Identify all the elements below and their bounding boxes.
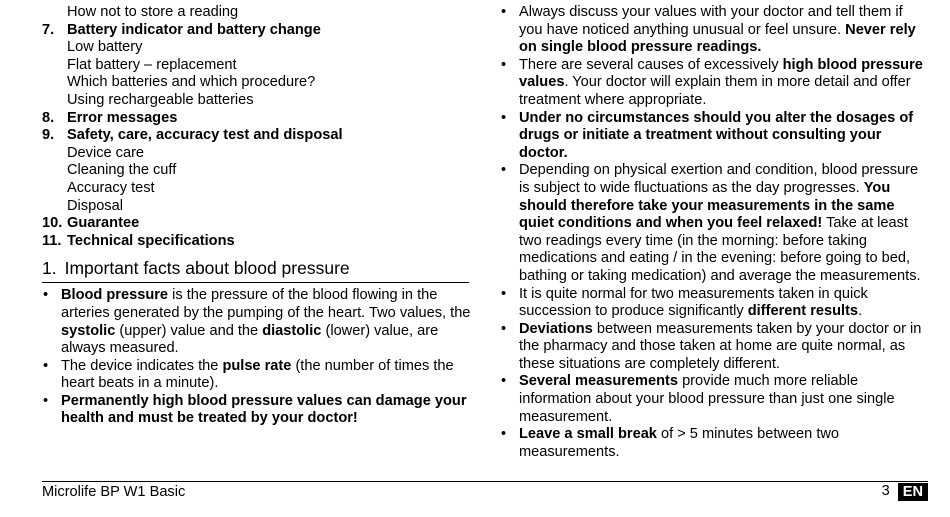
toc-subitem: Device care xyxy=(67,144,145,161)
toc-subitem: How not to store a reading xyxy=(67,4,239,20)
bold-text: pulse rate xyxy=(222,357,292,374)
section1-bullet-list xyxy=(42,287,472,428)
toc-section xyxy=(42,215,472,233)
footer-divider xyxy=(42,481,928,482)
body-text: (the number of times the heart beats in a minute). xyxy=(61,357,454,392)
bold-text: You should therefore take your measurements in the same quiet conditions and when you feel relaxed! xyxy=(519,179,895,232)
body-text: There are several causes of excessively xyxy=(519,56,783,73)
section-title: Important facts about blood pressure xyxy=(64,258,350,279)
bullet-icon: • xyxy=(501,426,507,443)
bullet-item xyxy=(500,426,930,461)
toc-section-number: 8. xyxy=(42,109,55,126)
toc-section-number: 9. xyxy=(42,127,55,144)
toc-section-title: Guarantee xyxy=(67,215,140,232)
bullet-icon: • xyxy=(501,285,507,302)
bullet-icon: • xyxy=(501,320,507,337)
body-text: Depending on physical exertion and condition, blood pressure is subject to wide fluctuations as the day progresses. xyxy=(519,162,919,196)
footer-page-info xyxy=(882,483,928,501)
body-text: (upper) value and the xyxy=(115,322,263,339)
toc-section-title: Safety, care, accuracy test and disposal xyxy=(67,127,343,144)
bullet-item xyxy=(500,4,930,57)
toc-section-title: Error messages xyxy=(67,109,178,126)
bullet-item xyxy=(500,286,930,321)
toc-section xyxy=(42,127,472,145)
toc-subitem: Using rechargeable batteries xyxy=(67,91,254,108)
bold-text: Blood pressure xyxy=(61,287,169,304)
right-column xyxy=(500,4,930,461)
bullet-item xyxy=(500,57,930,110)
right-bullet-list xyxy=(500,4,930,461)
body-text: Always discuss your values with your doctor and tell them if you have noticed anything unusual or feel unsure. xyxy=(519,4,903,38)
body-text: (lower) value, are always measured. xyxy=(61,322,439,357)
bullet-item xyxy=(42,287,472,357)
bold-text: Deviations xyxy=(519,320,593,337)
toc-section xyxy=(42,110,472,128)
toc-section-number: 11. xyxy=(42,232,62,249)
toc-subitem: Cleaning the cuff xyxy=(67,162,177,179)
bold-text: Several measurements xyxy=(519,373,679,390)
body-text: It is quite normal for two measurements taken in quick succession to produce significantly xyxy=(519,285,868,320)
body-text: provide much more reliable information about your blood pressure than just one single measurement. xyxy=(519,373,895,425)
body-text: is the pressure of the blood flowing in the arteries generated by the pumping of the heart. Two values, the xyxy=(61,287,471,321)
bullet-icon: • xyxy=(501,373,507,390)
toc-subitem: Low battery xyxy=(67,39,143,56)
toc-section-number: 10. xyxy=(42,215,63,232)
bullet-item xyxy=(42,393,472,428)
body-text: . Your doctor will explain them in more detail and offer treatment where appropriate. xyxy=(519,74,911,108)
toc-section-number: 7. xyxy=(42,21,55,38)
bold-text: Permanently high blood pressure values can damage your health and must be treated by your doctor! xyxy=(61,392,467,427)
bullet-item xyxy=(500,321,930,374)
footer-product-name: Microlife BP W1 Basic xyxy=(42,484,186,500)
toc-section xyxy=(42,233,472,251)
bullet-item xyxy=(500,162,930,285)
body-text: of > 5 minutes between two measurements. xyxy=(519,426,840,460)
left-column xyxy=(42,4,472,428)
toc-subitem: Accuracy test xyxy=(67,179,155,196)
toc-section xyxy=(42,22,472,40)
bold-text: different results xyxy=(747,303,859,320)
toc-section-title: Battery indicator and battery change xyxy=(67,21,321,38)
bullet-icon: • xyxy=(43,392,49,409)
toc-section-title: Technical specifications xyxy=(67,232,235,249)
bullet-item xyxy=(500,110,930,163)
bullet-icon: • xyxy=(501,4,507,20)
bullet-icon: • xyxy=(501,162,507,179)
bold-text: systolic xyxy=(61,322,116,339)
section-heading xyxy=(42,258,469,283)
bold-text: diastolic xyxy=(262,322,322,339)
body-text: . xyxy=(858,303,863,320)
table-of-contents xyxy=(42,22,472,251)
bullet-icon: • xyxy=(43,357,49,374)
toc-subitem: Disposal xyxy=(67,197,123,214)
bold-text: high blood pressure values xyxy=(519,56,923,91)
body-text: between measurements taken by your doctor or in the pharmacy and those taken at home are quite normal, as these situations are completely different. xyxy=(519,320,922,372)
bullet-item xyxy=(42,358,472,393)
body-text: Take at least two readings every time (in the morning: before taking medications and eating / in the evening: before going to bed, bathing or taking medication) and average the measurements. xyxy=(519,215,921,284)
bullet-icon: • xyxy=(501,109,507,126)
bullet-item xyxy=(500,373,930,426)
language-badge: EN xyxy=(898,483,928,501)
body-text: The device indicates the xyxy=(61,357,223,374)
section-number: 1. xyxy=(42,258,57,279)
bullet-icon: • xyxy=(43,287,49,304)
bold-text: Under no circumstances should you alter the dosages of drugs or initiate a treatment without consulting your doctor. xyxy=(519,109,914,161)
bold-text: Leave a small break xyxy=(519,426,657,443)
bold-text: Never rely on single blood pressure readings. xyxy=(519,21,916,56)
toc-subitem: Which batteries and which procedure? xyxy=(67,74,316,91)
page-number: 3 xyxy=(881,483,890,500)
toc-subitem: Flat battery – replacement xyxy=(67,56,237,73)
bullet-icon: • xyxy=(501,56,507,73)
